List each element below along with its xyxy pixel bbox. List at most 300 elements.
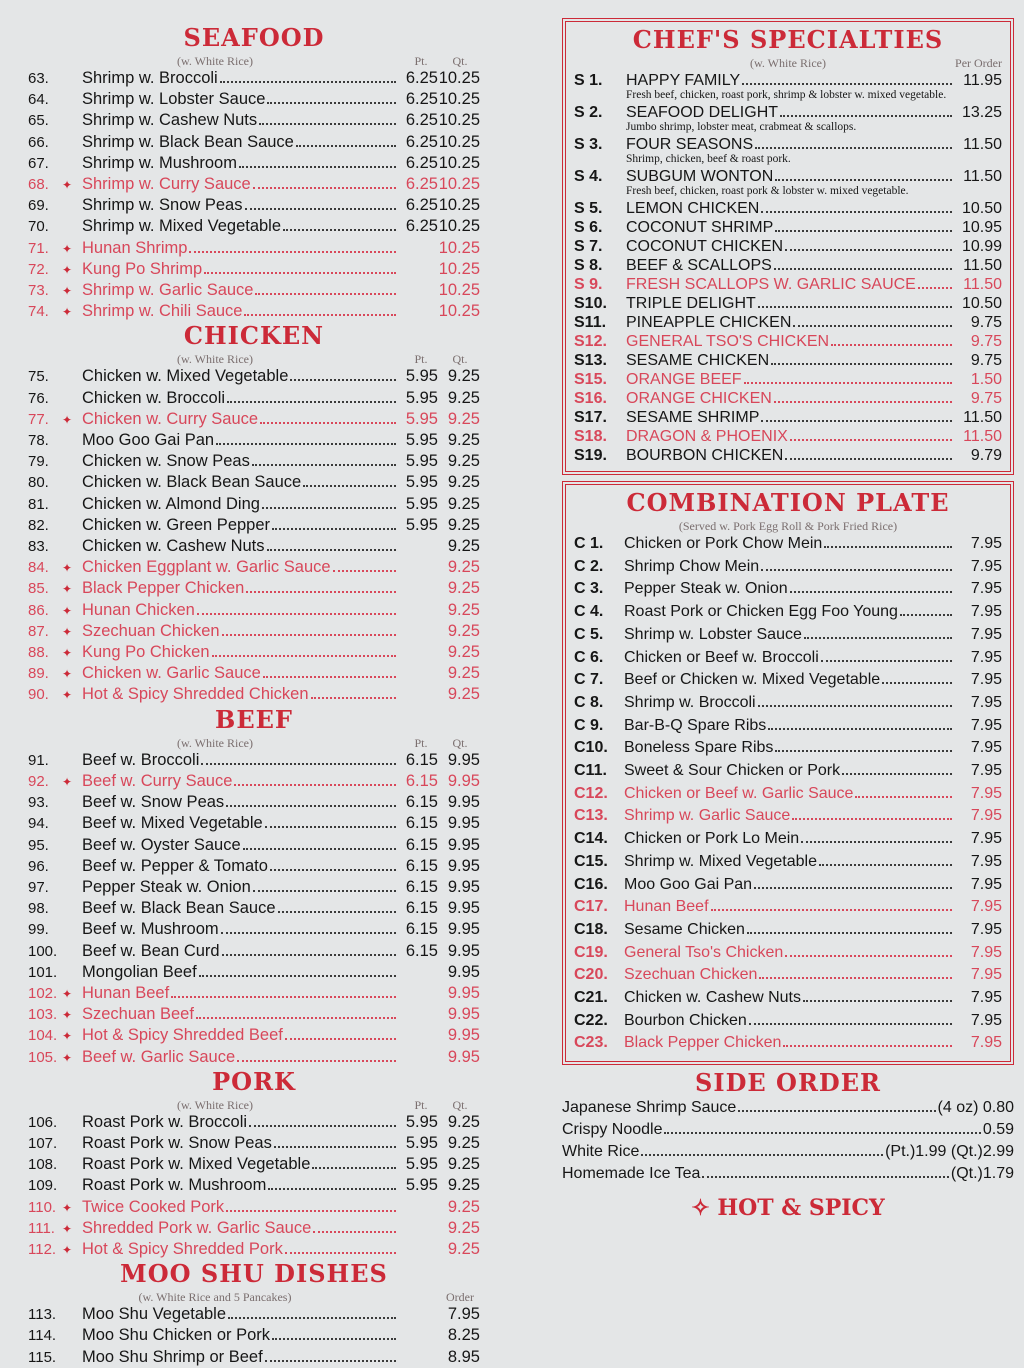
item-number: C23.	[574, 1034, 608, 1052]
item-name: Chicken w. Mixed Vegetable	[82, 367, 289, 386]
pork-title: PORK	[212, 1066, 296, 1096]
item-price: 0.59	[982, 1121, 1014, 1139]
item-number: C19.	[574, 943, 608, 961]
menu-item	[28, 494, 480, 515]
item-number: 65.	[28, 112, 49, 130]
item-name: Shrimp w. Lobster Sauce	[624, 625, 802, 643]
menu-item	[28, 409, 480, 430]
item-number: 86.	[28, 601, 49, 619]
pork-section	[28, 1068, 480, 1260]
chili-pepper-icon: ✦	[62, 1221, 73, 1236]
item-name: Chicken w. Cashew Nuts	[624, 989, 801, 1007]
item-number: 100.	[28, 942, 58, 960]
chicken-note: (w. White Rice)	[177, 352, 253, 367]
item-name: Beef w. Mushroom	[82, 920, 219, 939]
item-number: 99.	[28, 921, 49, 939]
dot-leader	[824, 546, 952, 548]
price-pint: 5.95	[405, 1176, 438, 1195]
specialty-item	[574, 199, 1002, 218]
item-price: 7.95	[970, 943, 1002, 961]
beef-col2-label: Qt.	[452, 735, 468, 750]
item-number: C 5.	[574, 625, 604, 643]
specialty-item	[574, 294, 1002, 313]
dot-leader	[216, 443, 396, 445]
item-number: 88.	[28, 644, 49, 662]
hot-spicy-legend	[562, 1195, 1014, 1221]
menu-item	[28, 1047, 480, 1068]
dot-leader	[226, 805, 396, 807]
dot-leader	[855, 796, 952, 798]
item-name: Bourbon Chicken	[624, 1011, 747, 1029]
item-name: Hunan Beef	[624, 898, 709, 916]
menu-item	[28, 388, 480, 409]
item-number: 101.	[28, 963, 58, 981]
price-quart: 9.25	[447, 473, 480, 492]
item-name: Hunan Shrimp	[82, 238, 188, 257]
item-number: S 8.	[574, 257, 603, 274]
price-quart: 9.95	[447, 814, 480, 833]
dot-leader	[783, 1045, 952, 1047]
combo-item	[574, 624, 1002, 647]
item-price: 7.95	[970, 671, 1002, 689]
menu-item	[28, 1197, 480, 1218]
item-name: SESAME SHRIMP	[626, 409, 760, 426]
price-quart: 10.25	[438, 302, 480, 321]
item-name: Chicken w. Curry Sauce	[82, 409, 259, 428]
mooshu-note: (w. White Rice and 5 Pancakes)	[138, 1290, 292, 1305]
item-number: S 9.	[574, 276, 603, 293]
item-number: S18.	[574, 428, 607, 445]
price-quart: 9.95	[447, 771, 480, 790]
right-column	[562, 18, 1014, 1221]
menu-item	[28, 472, 480, 493]
specialty-item	[574, 370, 1002, 389]
price-pint: 6.25	[405, 153, 438, 172]
item-number: C15.	[574, 852, 608, 870]
combination-plate-title: COMBINATION PLATE	[626, 488, 950, 517]
price-quart: 9.95	[447, 899, 480, 918]
item-number: 89.	[28, 665, 49, 683]
item-number: S 4.	[574, 168, 603, 185]
dot-leader	[255, 293, 396, 295]
dot-leader	[311, 697, 396, 699]
price-quart: 10.25	[438, 281, 480, 300]
item-name: Chicken w. Green Pepper	[82, 515, 271, 534]
chicken-header	[28, 350, 480, 366]
chili-pepper-icon: ✦	[62, 1242, 73, 1257]
item-number: C18.	[574, 920, 608, 938]
combo-item	[574, 737, 1002, 760]
price-quart: 9.95	[447, 1005, 480, 1024]
item-name: Chicken or Pork Lo Mein	[624, 830, 800, 848]
specialty-item	[574, 237, 1002, 256]
dot-leader	[226, 1210, 396, 1212]
price-quart: 9.25	[447, 685, 480, 704]
pork-col1-label: Pt.	[414, 1097, 428, 1112]
price-quart: 9.25	[447, 1239, 480, 1258]
price-quart: 9.25	[447, 1155, 480, 1174]
item-name: Beef w. Curry Sauce	[82, 771, 233, 790]
dot-leader	[801, 841, 952, 843]
price-quart: 9.25	[447, 579, 480, 598]
item-name: Mongolian Beef	[82, 962, 197, 981]
dot-leader	[270, 869, 396, 871]
combo-item	[574, 760, 1002, 783]
price-pint: 6.25	[405, 132, 438, 151]
item-name: Beef w. Oyster Sauce	[82, 835, 241, 854]
dot-leader	[296, 145, 396, 147]
chili-pepper-icon: ✦	[62, 582, 73, 597]
mooshu-header	[28, 1288, 480, 1304]
item-price: 7.95	[970, 625, 1002, 643]
item-number: 70.	[28, 218, 49, 236]
price-pint: 6.25	[405, 111, 438, 130]
item-price: 7.95	[970, 535, 1002, 552]
dot-leader	[265, 1360, 396, 1362]
price-pint: 6.15	[405, 899, 438, 918]
item-name: FRESH SCALLOPS W. GARLIC SAUCE	[626, 276, 916, 293]
item-name: Shrimp w. Mushroom	[82, 153, 237, 172]
dot-leader	[775, 230, 952, 232]
item-name: Shrimp w. Garlic Sauce	[82, 281, 254, 300]
item-price: 7.95	[970, 739, 1002, 757]
menu-item	[28, 89, 480, 110]
price-pint: 6.15	[405, 771, 438, 790]
item-number: S 2.	[574, 104, 603, 121]
menu-item	[28, 962, 480, 983]
item-description: Fresh beef, chicken, roast pork, shrimp & lobster w. mixed vegetable.	[626, 89, 947, 101]
item-name: Chicken or Beef w. Broccoli	[624, 648, 819, 666]
moo-shu-section	[28, 1260, 480, 1368]
item-number: 72.	[28, 260, 49, 278]
dot-leader	[222, 954, 396, 956]
price-quart: 9.95	[447, 835, 480, 854]
item-number: 75.	[28, 368, 49, 386]
dot-leader	[792, 818, 952, 820]
item-number: 97.	[28, 878, 49, 896]
dot-leader	[758, 306, 952, 308]
menu-item	[28, 1218, 480, 1239]
chicken-section	[28, 322, 480, 705]
dot-leader	[220, 81, 396, 83]
menu-item	[28, 515, 480, 536]
item-number: 111.	[28, 1219, 55, 1237]
price-pint: 6.15	[405, 793, 438, 812]
item-name: Chicken w. Almond Ding	[82, 494, 260, 513]
item-name: Beef w. Mixed Vegetable	[82, 814, 263, 833]
dot-leader	[283, 229, 396, 231]
item-number: S10.	[574, 295, 607, 312]
menu-item	[28, 301, 480, 322]
item-name: Shrimp w. Broccoli	[82, 69, 218, 87]
item-price: 7.95	[970, 603, 1002, 621]
chili-pepper-icon: ✦	[62, 1050, 73, 1065]
item-price: 11.50	[963, 409, 1002, 426]
dot-leader	[759, 977, 952, 979]
price-pint: 5.95	[405, 1155, 438, 1174]
item-name: Pepper Steak w. Onion	[82, 877, 251, 896]
price-quart: 9.25	[447, 1197, 480, 1216]
combo-item	[574, 828, 1002, 851]
combo-item	[574, 669, 1002, 692]
dot-leader	[249, 1125, 396, 1127]
menu-item	[28, 259, 480, 280]
item-price: 7.95	[970, 1034, 1002, 1052]
item-price: 11.50	[963, 257, 1002, 274]
item-name: SEAFOOD DELIGHT	[626, 104, 779, 121]
item-name: Roast Pork w. Mushroom	[82, 1176, 267, 1195]
price-quart: 9.25	[447, 1112, 480, 1131]
item-price: 7.95	[970, 1011, 1002, 1029]
item-name: Szechuan Chicken	[82, 621, 220, 640]
combo-item	[574, 783, 1002, 806]
combo-item	[574, 1010, 1002, 1033]
item-price: (Qt.)1.79	[950, 1165, 1014, 1183]
item-name: Shrimp w. Curry Sauce	[82, 175, 251, 194]
price-quart: 8.25	[447, 1326, 480, 1345]
item-number: 63.	[28, 70, 49, 87]
item-number: 94.	[28, 815, 49, 833]
item-number: 96.	[28, 857, 49, 875]
price-quart: 9.25	[447, 600, 480, 619]
price-pint: 6.15	[405, 877, 438, 896]
item-number: 105.	[28, 1048, 58, 1066]
seafood-col2-label: Qt.	[452, 54, 468, 68]
item-name: BOURBON CHICKEN	[626, 447, 784, 464]
item-name: Shrimp w. Chili Sauce	[82, 302, 243, 321]
price-quart: 10.25	[438, 259, 480, 278]
item-description: Shrimp, chicken, beef & roast pork.	[626, 153, 791, 165]
menu-item	[28, 366, 480, 387]
dot-leader	[252, 464, 396, 466]
price-quart: 9.25	[447, 452, 480, 471]
dot-leader	[274, 1146, 396, 1148]
item-price: 11.95	[963, 72, 1002, 89]
price-pint: 6.25	[405, 175, 438, 194]
price-quart: 9.95	[447, 1026, 480, 1045]
combo-item	[574, 987, 1002, 1010]
item-name: Pepper Steak w. Onion	[624, 580, 788, 598]
dot-leader	[212, 655, 397, 657]
dot-leader	[749, 1023, 952, 1025]
item-number: C 6.	[574, 648, 604, 666]
dot-leader	[189, 251, 396, 253]
item-name: Shrimp w. Lobster Sauce	[82, 90, 266, 109]
item-price: 7.95	[970, 648, 1002, 666]
specialty-item	[574, 275, 1002, 294]
chili-pepper-icon: ✦	[62, 646, 73, 661]
dot-leader	[267, 102, 396, 104]
menu-item	[28, 1025, 480, 1046]
item-price: 13.25	[961, 104, 1002, 121]
dot-leader	[790, 439, 952, 441]
item-number: 104.	[28, 1027, 58, 1045]
item-price: 7.95	[970, 898, 1002, 916]
dot-leader	[253, 890, 396, 892]
menu-item	[28, 663, 480, 684]
menu-item	[28, 110, 480, 131]
item-name: COCONUT CHICKEN	[626, 238, 784, 255]
chili-pepper-icon: ✦	[62, 241, 73, 256]
item-number: C 2.	[574, 557, 604, 575]
price-pint: 5.95	[405, 1133, 438, 1152]
item-number: C12.	[574, 784, 608, 802]
item-name: LEMON CHICKEN	[626, 200, 760, 217]
item-price: 7.95	[970, 716, 1002, 734]
item-number: 80.	[28, 474, 49, 492]
dot-leader	[244, 314, 396, 316]
item-name: Shrimp w. Cashew Nuts	[82, 111, 258, 130]
menu-item	[28, 1304, 480, 1325]
dot-leader	[222, 634, 396, 636]
menu-item	[28, 877, 480, 898]
price-pint: 5.95	[405, 452, 438, 471]
dot-leader	[768, 728, 952, 730]
specialty-item	[574, 389, 1002, 408]
item-name: ORANGE BEEF	[626, 371, 742, 388]
price-quart: 9.25	[447, 388, 480, 407]
price-quart: 9.95	[447, 983, 480, 1002]
specialty-item	[574, 408, 1002, 427]
item-name: Hot & Spicy Shredded Chicken	[82, 685, 309, 704]
mooshu-title: MOO SHU DISHES	[120, 1259, 388, 1289]
beef-header	[28, 734, 480, 750]
menu-item	[28, 1347, 480, 1368]
dot-leader	[171, 996, 396, 998]
dot-leader	[774, 268, 952, 270]
item-price: 11.50	[963, 276, 1002, 293]
dot-leader	[272, 1338, 396, 1340]
chili-pepper-icon: ✦	[62, 412, 73, 427]
item-name: Shrimp w. Black Bean Sauce	[82, 132, 294, 151]
item-name: Hot & Spicy Shredded Pork	[82, 1239, 283, 1258]
price-pint: 5.95	[405, 409, 438, 428]
item-number: 113.	[28, 1306, 57, 1324]
dot-leader	[775, 750, 952, 752]
price-pint: 6.25	[405, 90, 438, 109]
item-name: Japanese Shrimp Sauce	[562, 1099, 737, 1117]
item-number: 83.	[28, 538, 49, 556]
combo-item	[574, 692, 1002, 715]
dot-leader	[831, 344, 952, 346]
item-name: Chicken Eggplant w. Garlic Sauce	[82, 558, 331, 577]
combo-item	[574, 556, 1002, 579]
item-number: 66.	[28, 133, 49, 151]
price-quart: 10.25	[438, 238, 480, 257]
price-pint: 6.25	[405, 69, 438, 87]
beef-col1-label: Pt.	[414, 735, 428, 750]
item-name: Shrimp w. Broccoli	[624, 693, 756, 711]
dot-leader	[272, 528, 396, 530]
dot-leader	[265, 826, 396, 828]
dot-leader	[263, 676, 396, 678]
chili-pepper-icon: ✦	[62, 1008, 73, 1023]
chicken-col1-label: Pt.	[414, 352, 428, 367]
item-name: Roast Pork w. Mixed Vegetable	[82, 1155, 311, 1174]
item-name: Beef w. Snow Peas	[82, 793, 225, 812]
item-name: Sesame Chicken	[624, 920, 745, 938]
item-number: S12.	[574, 333, 607, 350]
price-quart: 10.25	[438, 196, 480, 215]
price-quart: 9.25	[447, 494, 480, 513]
item-name: Chicken w. Broccoli	[82, 388, 226, 407]
price-quart: 9.25	[447, 515, 480, 534]
menu-item	[28, 642, 480, 663]
dot-leader	[204, 272, 396, 274]
chili-pepper-icon: ✦	[62, 986, 73, 1001]
item-number: C 4.	[574, 603, 604, 621]
dot-leader	[246, 591, 396, 593]
combo-item	[574, 919, 1002, 942]
beef-note: (w. White Rice)	[177, 735, 253, 750]
item-name: Homemade Ice Tea	[562, 1165, 701, 1183]
item-name: Kung Po Shrimp	[82, 259, 203, 278]
combo-item	[574, 874, 1002, 897]
dot-leader	[268, 1188, 396, 1190]
seafood-col1-label: Pt.	[414, 54, 428, 68]
item-price: 11.50	[963, 168, 1002, 185]
price-quart: 10.25	[438, 175, 480, 194]
item-number: 74.	[28, 303, 49, 321]
item-number: 76.	[28, 389, 49, 407]
dot-leader	[201, 763, 396, 765]
combo-item	[574, 647, 1002, 670]
menu-item	[28, 771, 480, 792]
dot-leader	[785, 249, 952, 251]
dot-leader	[771, 363, 952, 365]
item-number: S 7.	[574, 238, 603, 255]
item-name: Chicken w. Garlic Sauce	[82, 664, 261, 683]
dot-leader	[262, 507, 396, 509]
item-number: 77.	[28, 410, 49, 428]
item-number: 103.	[28, 1006, 58, 1024]
menu-item	[28, 813, 480, 834]
specialty-item	[574, 218, 1002, 237]
dot-leader	[243, 848, 396, 850]
dot-leader	[278, 911, 396, 913]
beef-section	[28, 706, 480, 1068]
chefs-specialties-title: CHEF'S SPECIALTIES	[632, 25, 944, 54]
side-order-section	[562, 1069, 1014, 1185]
item-price: 7.95	[970, 784, 1002, 802]
item-number: C21.	[574, 989, 608, 1007]
dot-leader	[285, 1252, 396, 1254]
item-name: DRAGON & PHOENIX	[626, 428, 788, 445]
price-quart: 9.25	[447, 1176, 480, 1195]
dot-leader	[664, 1132, 980, 1134]
menu-item	[28, 1133, 480, 1154]
price-quart: 9.25	[447, 409, 480, 428]
dot-leader	[197, 613, 396, 615]
item-name: Beef w. Broccoli	[82, 750, 200, 769]
item-name: Chicken w. Snow Peas	[82, 452, 250, 471]
item-number: 84.	[28, 559, 49, 577]
menu-item	[28, 856, 480, 877]
dot-leader	[260, 422, 396, 424]
item-number: 78.	[28, 432, 49, 450]
dot-leader	[738, 1110, 935, 1112]
dot-leader	[267, 549, 397, 551]
item-name: Chicken w. Black Bean Sauce	[82, 473, 302, 492]
item-name: Twice Cooked Pork	[82, 1197, 225, 1216]
dot-leader	[785, 955, 952, 957]
combination-plate-list	[574, 533, 1002, 1055]
item-name: Moo Goo Gai Pan	[82, 431, 215, 450]
item-price: 11.50	[963, 428, 1002, 445]
dot-leader	[790, 591, 952, 593]
chili-pepper-icon: ✧	[691, 1195, 710, 1222]
side-order-title: SIDE ORDER	[695, 1068, 881, 1098]
